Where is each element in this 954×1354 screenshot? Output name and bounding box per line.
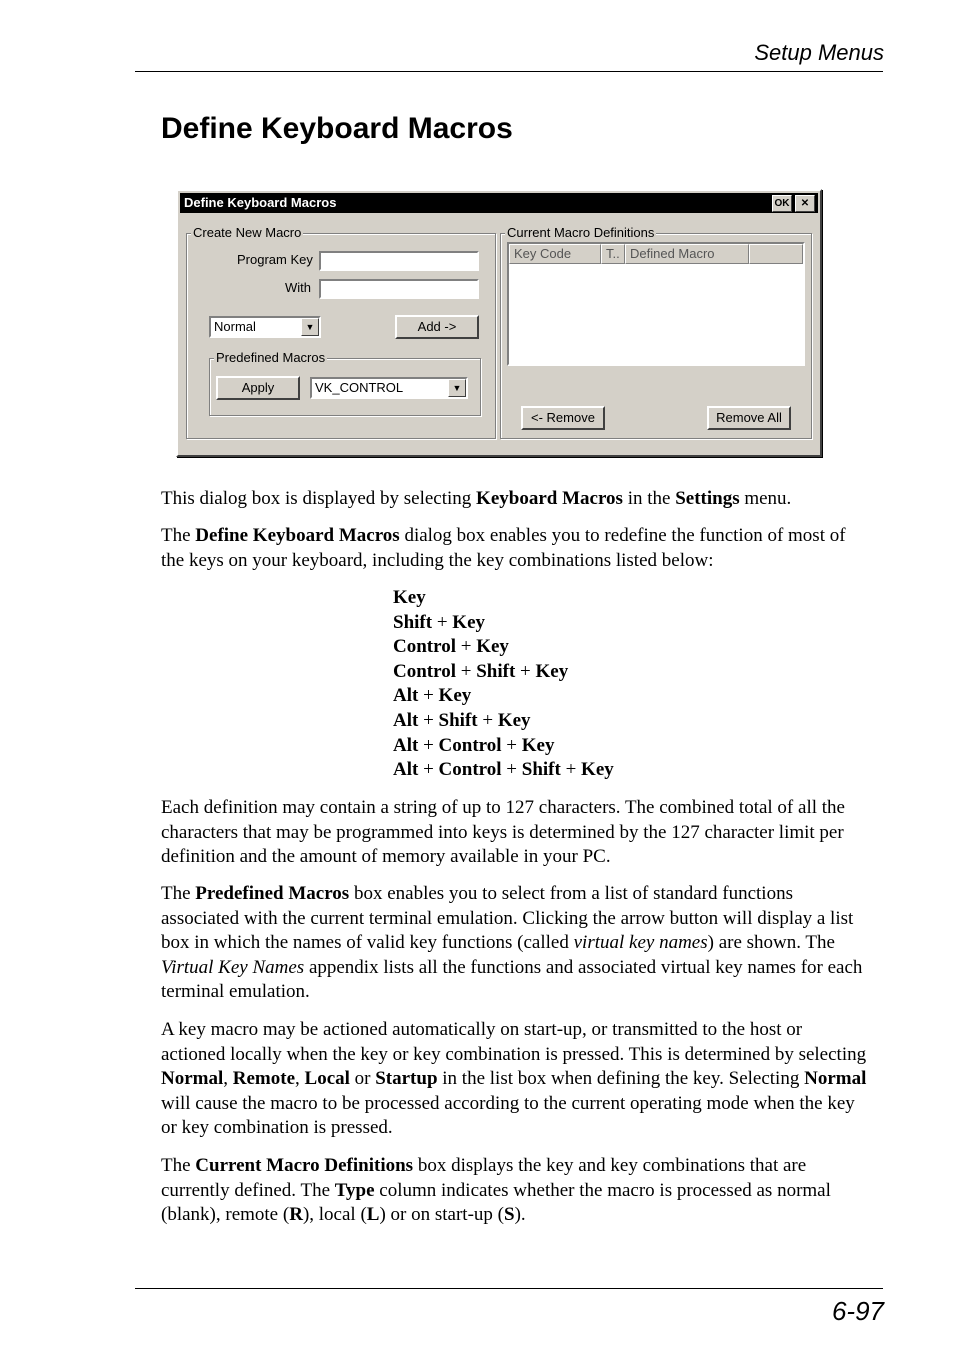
footer-rule	[135, 1288, 883, 1289]
paragraph-current-definitions: The Current Macro Definitions box displays the key and key combinations that are currently defined. The Type column indicates whether the macro is processed as normal (blank), remote (R), local (L) or on start-up (S).	[161, 1155, 831, 1226]
header-rule	[135, 71, 883, 72]
chevron-down-icon[interactable]: ▼	[301, 318, 319, 336]
paragraph-intro: This dialog box is displayed by selecting Keyboard Macros in the Settings menu.	[161, 488, 792, 509]
add-button[interactable]: Add ->	[395, 315, 479, 339]
chevron-down-icon[interactable]: ▼	[448, 379, 466, 397]
key-combo-item: Alt + Key	[393, 685, 472, 707]
ok-button[interactable]: OK	[772, 195, 792, 212]
page-title: Define Keyboard Macros	[161, 112, 513, 145]
remove-all-button[interactable]: Remove All	[707, 406, 791, 430]
predefined-macro-select[interactable]	[310, 377, 468, 399]
remove-button[interactable]: <- Remove	[521, 406, 605, 430]
key-combo-item: Control + Shift + Key	[393, 660, 569, 682]
dialog-title: Define Keyboard Macros	[184, 195, 337, 210]
key-combo-item: Alt + Control + Key	[393, 734, 555, 756]
key-combo-item: Key	[393, 587, 426, 608]
key-combo-item: Control + Key	[393, 636, 509, 658]
create-new-macro-label: Create New Macro	[193, 225, 302, 240]
dialog-titlebar	[180, 193, 818, 213]
mode-select[interactable]	[209, 316, 321, 338]
key-combo-item: Alt + Shift + Key	[393, 709, 531, 731]
running-header: Setup Menus	[754, 40, 884, 65]
column-defined-macro[interactable]: Defined Macro	[625, 244, 749, 264]
paragraph-predefined-macros: The Predefined Macros box enables you to select from a list of standard functions associated with the current terminal emulation. Clicking the arrow button will display a list box in which the names of valid key functions (called virtual key names) are shown. The Virtual Key Names appendix lists all the functions and associated virtual key names for each terminal emulation.	[161, 883, 863, 1003]
key-combo-item: Shift + Key	[393, 611, 486, 633]
current-macro-definitions-group	[500, 225, 812, 439]
program-key-input[interactable]	[319, 251, 479, 271]
predefined-macro-value: VK_CONTROL	[315, 380, 404, 395]
program-key-label: Program Key	[237, 252, 313, 267]
page-number: 6-97	[831, 1296, 884, 1326]
key-combination-list	[393, 586, 614, 783]
with-label: With	[285, 280, 311, 295]
mode-select-value: Normal	[214, 319, 256, 334]
predefined-macros-label: Predefined Macros	[216, 350, 326, 365]
create-new-macro-group	[186, 225, 496, 439]
apply-button[interactable]: Apply	[216, 376, 300, 400]
macro-definitions-list[interactable]	[507, 242, 805, 366]
paragraph-dialog-purpose: The Define Keyboard Macros dialog box enables you to redefine the function of most of the keys on your keyboard, including the key combinations listed below:	[161, 525, 846, 571]
current-macro-definitions-label: Current Macro Definitions	[507, 225, 655, 240]
paragraph-macro-modes: A key macro may be actioned automatically on start-up, or transmitted to the host or actioned locally when the key or key combination is pressed. This is determined by selecting Normal, Remote, Local or Startup in the list box when defining the key. Selecting Normal will cause the macro to be processed according to the current operating mode when the key or key combination is pressed.	[161, 1019, 867, 1139]
define-keyboard-macros-dialog	[176, 189, 822, 457]
column-key-code[interactable]: Key Code	[509, 244, 601, 264]
predefined-macros-group	[209, 350, 481, 416]
paragraph-definition-limit: Each definition may contain a string of up to 127 characters. The combined total of all the characters that may be programmed into keys is determined by the 127 character limit per definition and the amount of memory available in your PC.	[161, 797, 845, 868]
close-icon[interactable]: ✕	[795, 195, 815, 212]
with-input[interactable]	[319, 279, 479, 299]
column-filler	[749, 244, 803, 264]
column-type[interactable]: T..	[601, 244, 625, 264]
key-combo-item: Alt + Control + Shift + Key	[393, 759, 614, 781]
